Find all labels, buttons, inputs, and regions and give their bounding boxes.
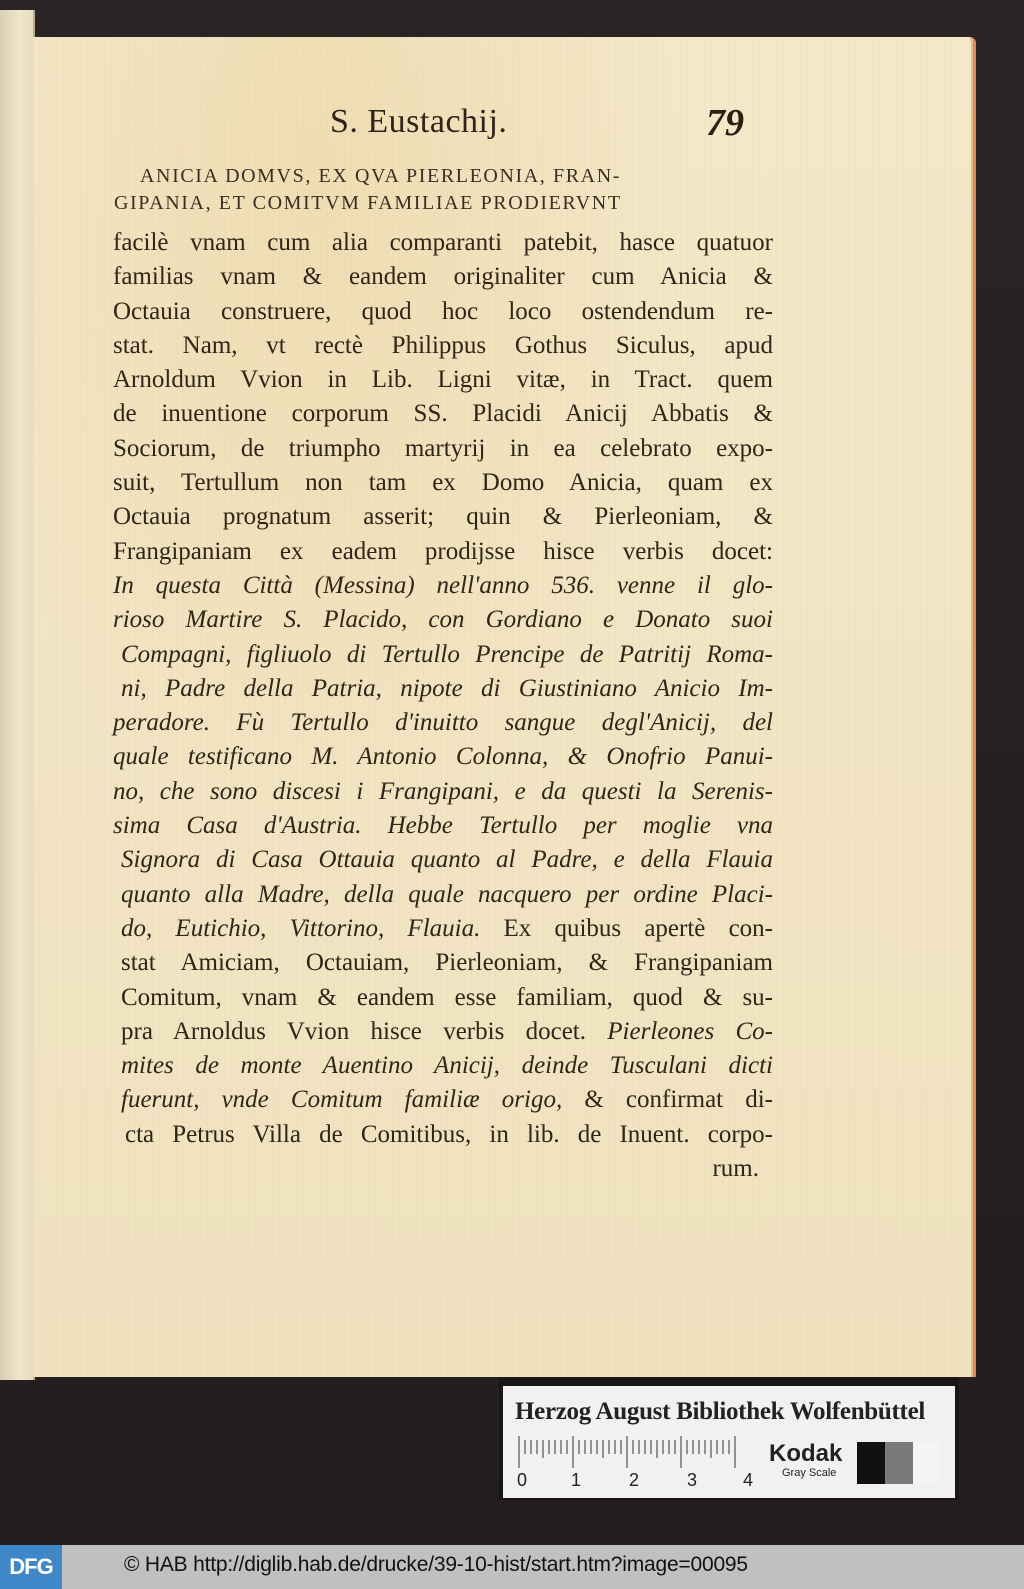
swatch-gray — [885, 1442, 913, 1484]
quoted-line: sima Casa d'Austria. Hebbe Tertullo per moglie vna — [113, 812, 773, 840]
text-line: stat. Nam, vt rectè Philippus Gothus Siculus, apud — [113, 331, 773, 359]
text-line-final: rum. — [712, 1155, 759, 1183]
text-line: Comitum, vnam & eandem esse familiam, quod & su- — [121, 983, 773, 1011]
text-line — [113, 1083, 773, 1117]
ruler-number: 0 — [517, 1470, 528, 1490]
quoted-line: Signora di Casa Ottauia quanto al Padre, e della Flauia — [121, 846, 773, 874]
scale-card-face — [503, 1386, 955, 1498]
gray-scale-swatches — [857, 1442, 941, 1484]
text-line: Octauia construere, quod hoc loco ostendendum re- — [113, 297, 773, 325]
text-line: Arnoldum Vvion in Lib. Ligni vitæ, in Tract. quem — [113, 366, 773, 394]
text-fragment: & confirmat di- — [562, 1086, 773, 1114]
dfg-logo: DFG — [0, 1545, 62, 1589]
footer-bar — [0, 1545, 1024, 1589]
ruler-number: 1 — [571, 1470, 582, 1490]
text-line: Sociorum, de triumpho martyrij in ea celebrato expo- — [113, 434, 773, 462]
ruler-number: 2 — [629, 1470, 640, 1490]
body-text — [113, 226, 773, 1186]
copyright-link[interactable]: © HAB http://diglib.hab.de/drucke/39-10-hist/start.htm?image=00095 — [124, 1553, 748, 1576]
text-line: facilè vnam cum alia comparanti patebit, hasce quatuor — [113, 229, 773, 256]
quoted-line: In questa Città (Messina) nell'anno 536. venne il glo- — [113, 571, 773, 599]
heading-line: ANICIA DOMVS, EX QVA PIERLEONIA, FRAN- — [140, 165, 622, 187]
running-head: S. Eustachij. — [330, 103, 508, 140]
heading-line: GIPANIA, ET COMITVM FAMILIAE PRODIERVNT — [114, 192, 622, 214]
quoted-fragment: Pierleones Co- — [607, 1017, 773, 1045]
quoted-line: quale testificano M. Antonio Colonna, & Onofrio Panui- — [113, 743, 773, 771]
quoted-line: Compagni, figliuolo di Tertullo Prencipe de Patritij Roma- — [121, 640, 773, 668]
page-number: 79 — [706, 102, 744, 144]
quoted-line: no, che sono discesi i Frangipani, e da questi la Serenis- — [113, 777, 773, 805]
text-line: familias vnam & eandem originaliter cum Anicia & — [113, 263, 773, 291]
gray-scale-label: Gray Scale — [782, 1467, 837, 1479]
text-line: de inuentione corporum SS. Placidi Anicij Abbatis & — [113, 400, 773, 428]
swatch-white — [913, 1442, 941, 1484]
ruler-icon — [517, 1434, 757, 1474]
quoted-fragment: fuerunt, vnde Comitum familiæ origo, — [121, 1086, 563, 1114]
text-line: Frangipaniam ex eadem prodijsse hisce verbis docet: — [113, 537, 773, 565]
text-line — [113, 912, 773, 946]
quoted-line: peradore. Fù Tertullo d'inuitto sangue degl'Anicij, del — [113, 709, 773, 737]
text-line: suit, Tertullum non tam ex Domo Anicia, quam ex — [113, 469, 773, 497]
quoted-fragment: do, Eutichio, Vittorino, Flauia. — [121, 914, 481, 942]
quoted-line: mites de monte Auentino Anicij, deinde Tusculani dicti — [121, 1052, 773, 1080]
text-fragment: pra Arnoldus Vvion hisce verbis docet. — [121, 1017, 608, 1045]
kodak-brand: Kodak — [769, 1440, 843, 1467]
text-line: Octauia prognatum asserit; quin & Pierleoniam, & — [113, 503, 773, 531]
section-heading — [114, 163, 760, 217]
institution-name: Herzog August Bibliothek Wolfenbüttel — [515, 1398, 926, 1425]
quoted-line: ni, Padre della Patria, nipote di Giustiniano Anicio Im- — [121, 674, 773, 702]
quoted-line: quanto alla Madre, della quale nacquero per ordine Placi- — [121, 880, 773, 908]
facing-page-edge — [0, 10, 35, 1380]
text-fragment: Ex quibus apertè con- — [480, 914, 773, 942]
swatch-black — [857, 1442, 885, 1484]
ruler-number: 4 — [743, 1470, 754, 1490]
text-line — [113, 1015, 773, 1049]
text-line: stat Amiciam, Octauiam, Pierleoniam, & Frangipaniam — [121, 949, 773, 977]
text-line: cta Petrus Villa de Comitibus, in lib. de Inuent. corpo- — [125, 1120, 773, 1148]
quoted-line: rioso Martire S. Placido, con Gordiano e Donato suoi — [113, 606, 773, 634]
ruler-number: 3 — [687, 1470, 698, 1490]
scale-card — [499, 1378, 959, 1500]
